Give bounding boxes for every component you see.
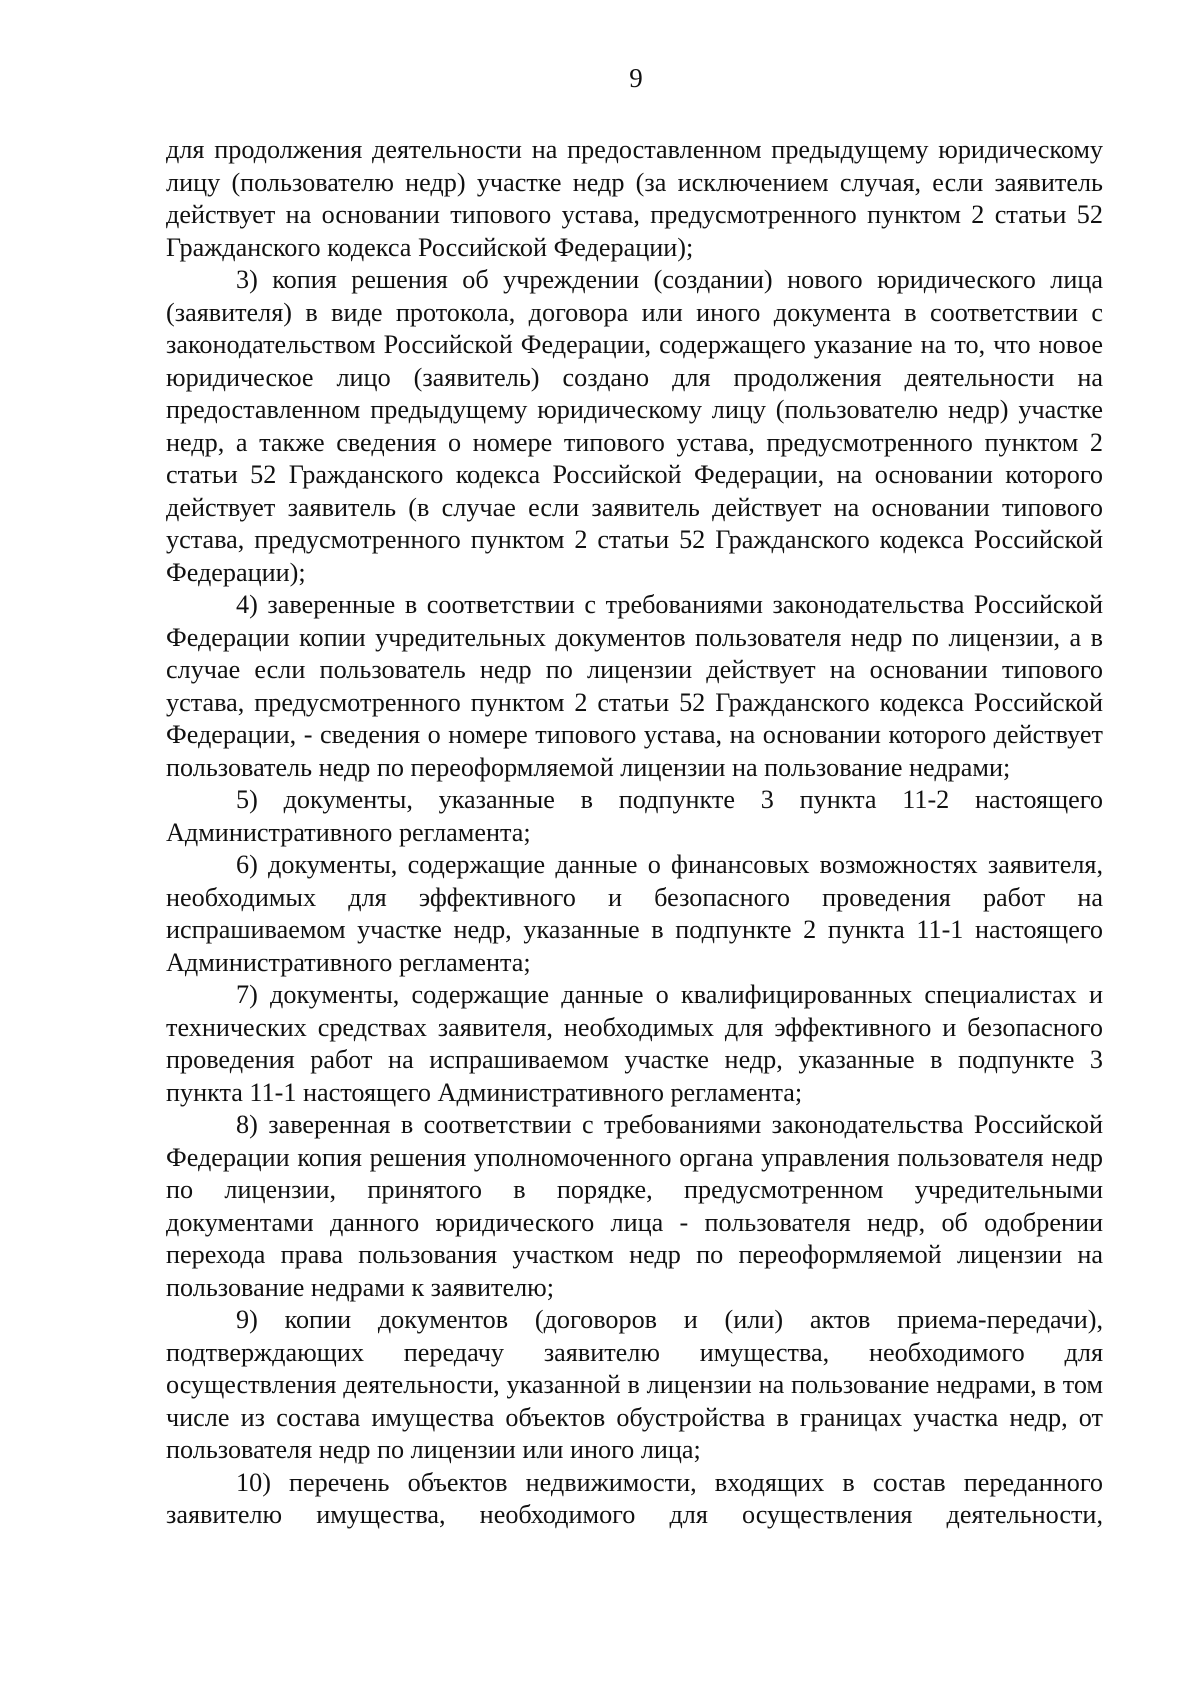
paragraph-item-10: 10) перечень объектов недвижимости, входящих в состав переданного заявителю имущества, необходимого для осуществления деятельности, <box>166 1467 1103 1529</box>
paragraph-item-9: 9) копии документов (договоров и (или) актов приема-передачи), подтверждающих передачу заявителю имущества, необходимого для осуществления деятельности, указанной в лицензии на пользование недрами, в том числе из состава имущества объектов обустройства в границах участка недр, от пользователя недр по лицензии или иного лица; <box>166 1305 1103 1464</box>
paragraph-item-3: 3) копия решения об учреждении (создании) нового юридического лица (заявителя) в виде протокола, договора или иного документа в соответствии с законодательством Российской Федерации, содержащего указание на то, что новое юридическое лицо (заявитель) создано для продолжения деятельности на предоставленном предыдущему юридическому лицу (пользователю недр) участке недр, а также сведения о номере типового устава, предусмотренного пунктом 2 статьи 52 Гражданского кодекса Российской Федерации, на основании которого действует заявитель (в случае если заявитель действует на основании типового устава, предусмотренного пунктом 2 статьи 52 Гражданского кодекса Российской Федерации); <box>166 265 1103 587</box>
page-number: 9 <box>629 63 643 93</box>
paragraph-item-8: 8) заверенная в соответствии с требованиями законодательства Российской Федерации копия решения уполномоченного органа управления пользователя недр по лицензии, принятого в порядке, предусмотренном учредительными документами данного юридического лица - пользователя недр, об одобрении перехода права пользования участком недр по переоформляемой лицензии на пользование недрами к заявителю; <box>166 1110 1103 1302</box>
paragraph-continuation: для продолжения деятельности на предоставленном предыдущему юридическому лицу (пользователю недр) участке недр (за исключением случая, если заявитель действует на основании типового устава, предусмотренного пунктом 2 статьи 52 Гражданского кодекса Российской Федерации); <box>166 135 1103 262</box>
paragraph-item-6: 6) документы, содержащие данные о финансовых возможностях заявителя, необходимых для эффективного и безопасного проведения работ на испрашиваемом участке недр, указанные в подпункте 2 пункта 11-1 настоящего Административного регламента; <box>166 850 1103 977</box>
paragraph-item-4: 4) заверенные в соответствии с требованиями законодательства Российской Федерации копии учредительных документов пользователя недр по лицензии, а в случае если пользователь недр по лицензии действует на основании типового устава, предусмотренного пунктом 2 статьи 52 Гражданского кодекса Российской Федерации, - сведения о номере типового устава, на основании которого действует пользователь недр по переоформляемой лицензии на пользование недрами; <box>166 590 1103 782</box>
document-body <box>166 134 1103 1532</box>
paragraph-item-5: 5) документы, указанные в подпункте 3 пункта 11-2 настоящего Административного регламента; <box>166 785 1103 847</box>
paragraph-item-7: 7) документы, содержащие данные о квалифицированных специалистах и технических средствах заявителя, необходимых для эффективного и безопасного проведения работ на испрашиваемом участке недр, указанные в подпункте 3 пункта 11-1 настоящего Административного регламента; <box>166 980 1103 1107</box>
